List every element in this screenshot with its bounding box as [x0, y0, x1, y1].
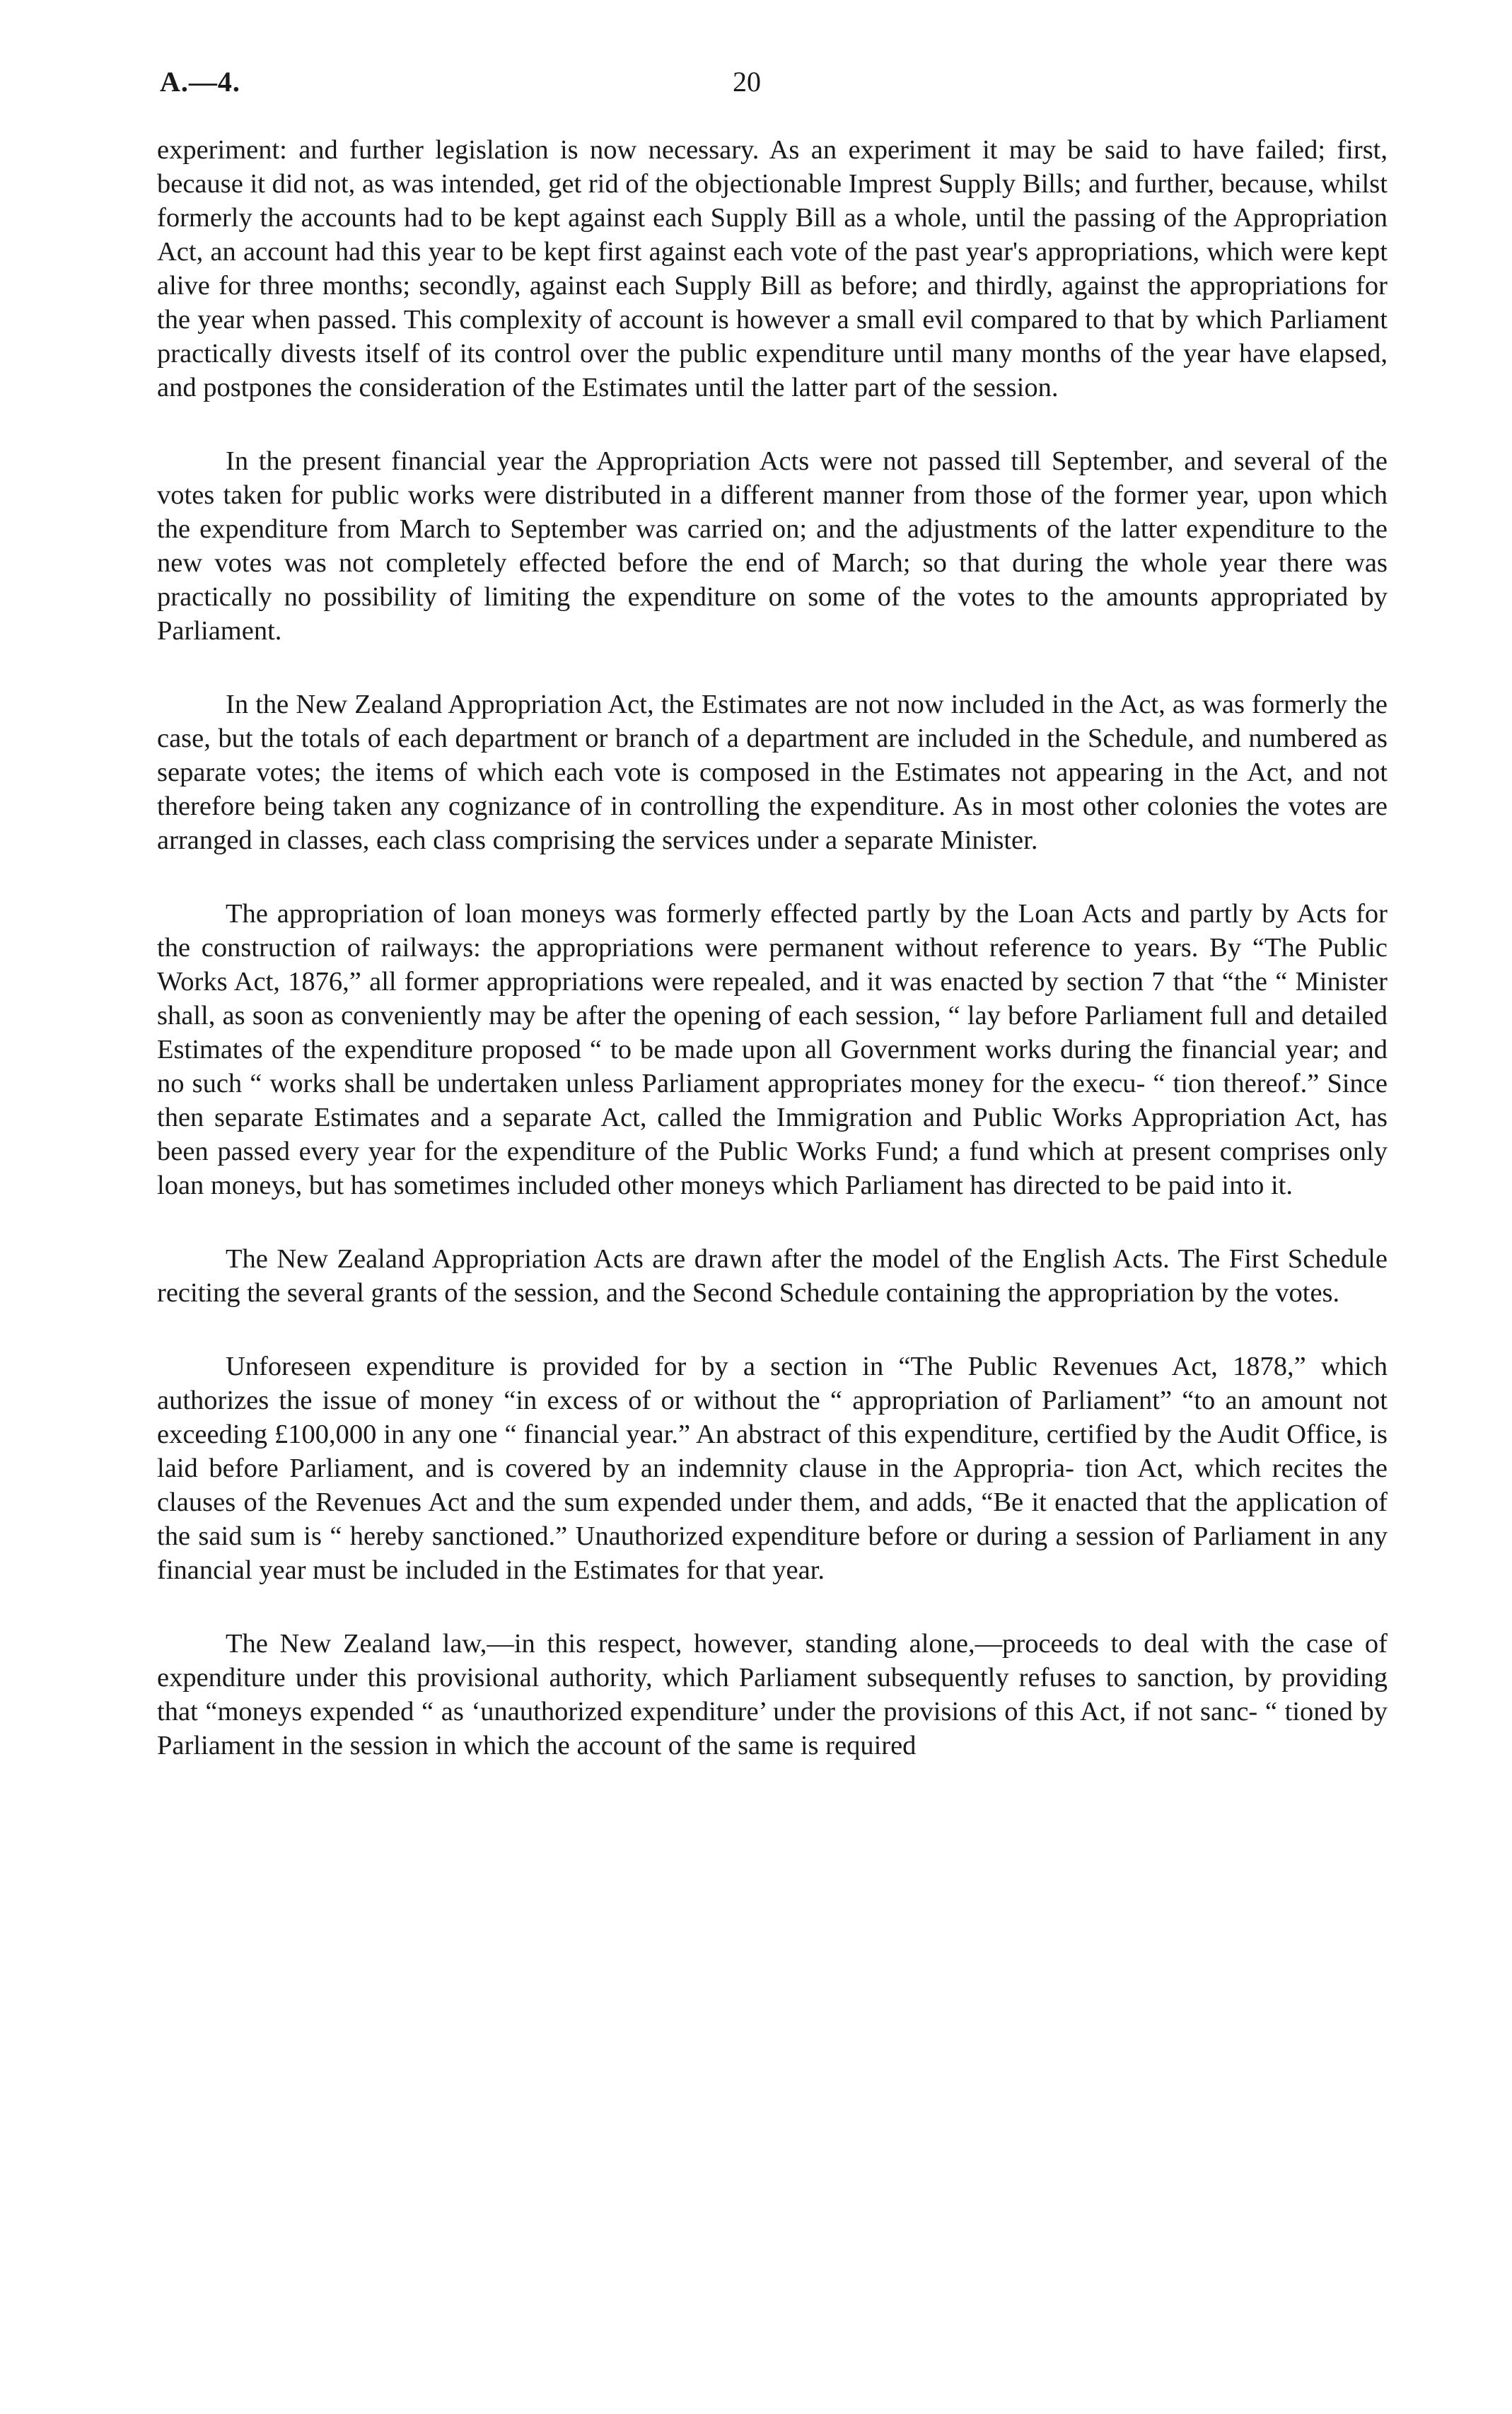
paragraph-financial-year: In the present financial year the Appropriation Acts were not passed till September, and several of the votes taken for public works were distributed in a different manner from those of the former year, upon which the expenditure from March to September was carried on; and the adjustments of the latter expenditure to the new votes was not completely effected before the end of March; so that during the whole year there was practically no possibility of limiting the expenditure on some of the votes to the amounts appropriated by Parliament. [157, 446, 1388, 646]
paragraph-unforeseen-expenditure: Unforeseen expenditure is provided for by a section in “The Public Revenues Act, 1878,” which authorizes the issue of money “in excess of or without the “ appropriation of Parliament” “to an amount not exceeding £100,000 in any one “ financial year.” An abstract of this expenditure, certified by the Audit Office, is laid before Parliament, and is covered by an indemnity clause in the Appropria- tion Act, which recites the clauses of the Revenues Act and the sum expended under them, and adds, “Be it enacted that the application of the said sum is “ hereby sanctioned.” Unauthorized expenditure before or during a session of Parliament in any financial year must be included in the Estimates for that year. [157, 1352, 1388, 1585]
document-reference: A.—4. [160, 66, 240, 98]
body-text [157, 133, 1388, 1763]
paragraph-loan-moneys: The appropriation of loan moneys was formerly effected partly by the Loan Acts and partly by Acts for the construction of railways: the appropriations were permanent without reference to years. By “The Public Works Act, 1876,” all former appropriations were repealed, and it was enacted by section 7 that “the “ Minister shall, as soon as conveniently may be after the opening of each session, “ lay before Parliament full and detailed Estimates of the expenditure proposed “ to be made upon all Government works during the financial year; and no such “ works shall be undertaken unless Parliament appropriates money for the execu- “ tion thereof.” Since then separate Estimates and a separate Act, called the Immigration and Public Works Appropriation Act, has been passed every year for the expenditure of the Public Works Fund; a fund which at present comprises only loan moneys, but has sometimes included other moneys which Parliament has directed to be paid into it. [157, 899, 1388, 1200]
page-number: 20 [733, 66, 761, 98]
paragraph-appropriation-act: In the New Zealand Appropriation Act, the Estimates are not now included in the Act, as was formerly the case, but the totals of each department or branch of a department are included in the Schedule, and numbered as separate votes; the items of which each vote is composed in the Estimates not appearing in the Act, and not therefore being taken any cognizance of in controlling the expenditure. As in most other colonies the votes are arranged in classes, each class comprising the services under a separate Minister. [157, 690, 1388, 855]
paragraph-english-acts: The New Zealand Appropriation Acts are drawn after the model of the English Acts. The First Schedule reciting the several grants of the session, and the Second Schedule containing the appropriation by the votes. [157, 1244, 1388, 1308]
paragraph-new-zealand-law: The New Zealand law,—in this respect, however, standing alone,—proceeds to deal with the case of expenditure under this provisional authority, which Parliament subsequently refuses to sanction, by providing that “moneys expended “ as ‘unauthorized expenditure’ under the provisions of this Act, if not sanc- “ tioned by Parliament in the session in which the account of the same is required [157, 1629, 1388, 1760]
paragraph-continuation: experiment: and further legislation is now necessary. As an experiment it may be said to have failed; first, because it did not, as was intended, get rid of the objectionable Imprest Supply Bills; and further, because, whilst formerly the accounts had to be kept against each Supply Bill as a whole, until the passing of the Appropriation Act, an account had this year to be kept first against each vote of the past year's appropriations, which were kept alive for three months; secondly, against each Supply Bill as before; and thirdly, against the appropriations for the year when passed. This complexity of account is however a small evil compared to that by which Parliament practically divests itself of its control over the public expenditure until many months of the year have elapsed, and postpones the consideration of the Estimates until the latter part of the session. [157, 135, 1388, 402]
